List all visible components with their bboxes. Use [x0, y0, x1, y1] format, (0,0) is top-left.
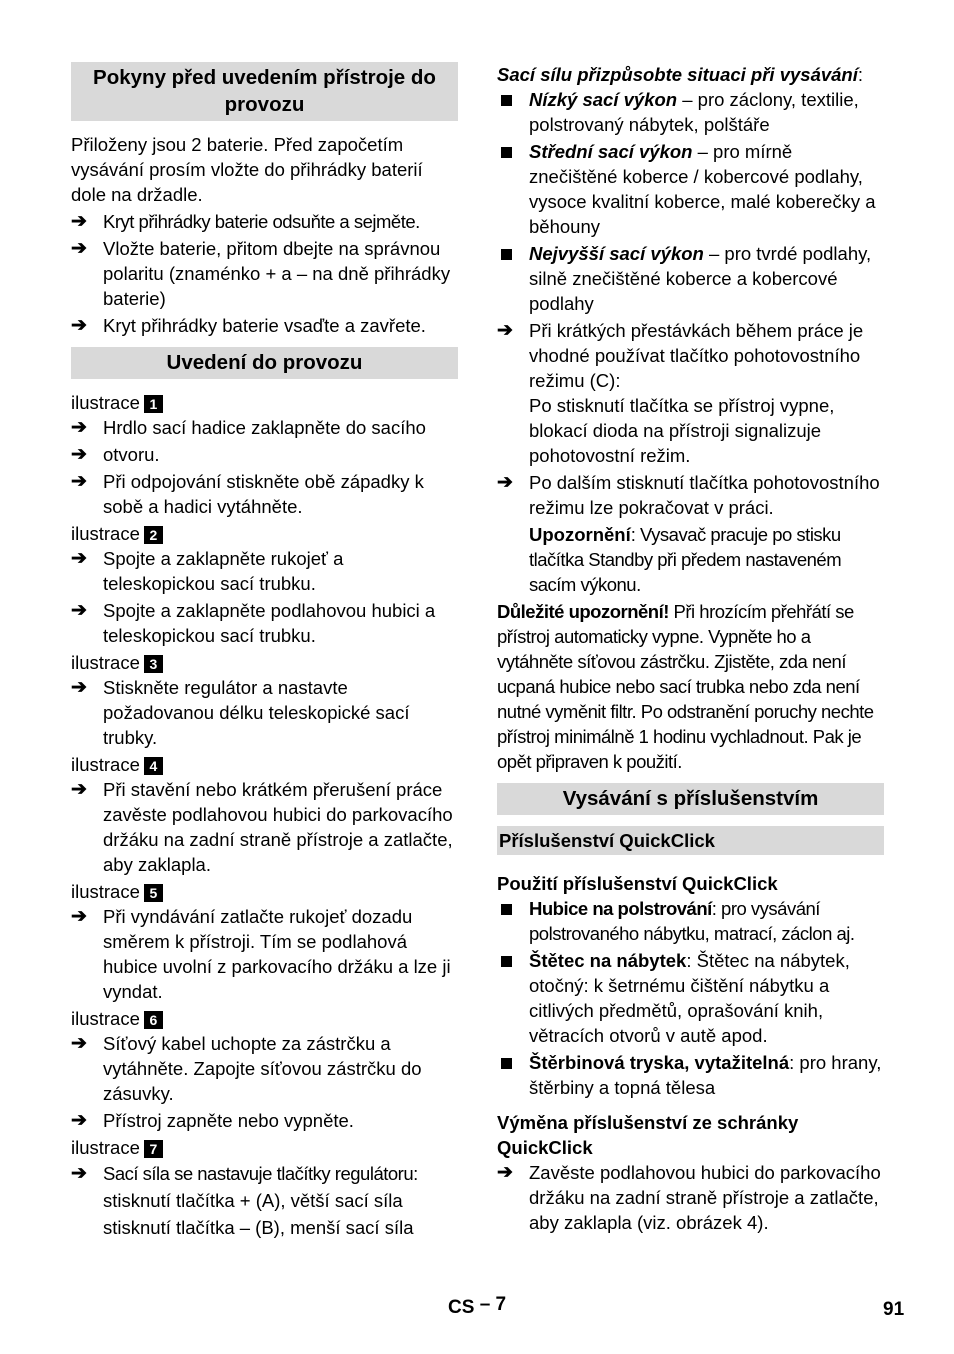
arrow-right-icon: ➔ [71, 906, 87, 927]
arrow-right-icon: ➔ [71, 471, 87, 492]
square-bullet-icon [497, 241, 523, 266]
arrow-right-icon: ➔ [71, 1033, 87, 1054]
arrow-right-icon: ➔ [497, 1162, 513, 1183]
notice-paragraph: Upozornění: Vysavač pracuje po stisku tlačítka Standby při předem nastaveném sacím výkonu. [529, 524, 842, 595]
figure-label: ilustrace 4 [71, 752, 458, 777]
list-item: Hubice na polstrování: pro vysávání polstrovaného nábytku, matrací, záclon aj. [497, 896, 884, 946]
section-heading-before-use: Pokyny před uvedením přístroje do provozu [71, 62, 458, 121]
list-item: Štěrbinová tryska, vytažitelná: pro hrany, štěrbiny a topná tělesa [497, 1050, 884, 1100]
list-item: ➔ otvoru. [71, 444, 160, 465]
list-item: Štětec na nábytek: Štětec na nábytek, otočný: k šetrnému čištění nábytku a citlivých předmětů, oprašování knih, větracích otvorů v autě apod. [497, 948, 884, 1048]
figure-label: ilustrace 6 [71, 1006, 458, 1031]
list-item: ➔ Sací síla se nastavuje tlačítky regulátoru: stisknutí tlačítka + (A), větší sací síla stisknutí tlačítka – (B), menší sací síla [71, 1160, 458, 1241]
section-heading-startup: Uvedení do provozu [71, 347, 458, 379]
suction-intro: Sací sílu přizpůsobte situaci při vysávání: [497, 64, 864, 85]
figure-number-badge: 6 [144, 1011, 163, 1029]
square-bullet-icon [497, 1050, 523, 1075]
figure-label: ilustrace 5 [71, 879, 458, 904]
arrow-right-icon: ➔ [71, 444, 87, 465]
list-item: ➔ Vložte baterie, přitom dbejte na správnou polaritu (znaménko + a – na dně přihrádky baterie) [71, 238, 451, 309]
list-item: ➔ Zavěste podlahovou hubici do parkovacího držáku na zadní straně přístroje a zatlačte, aby zaklapla (viz. obrázek 4). [497, 1162, 881, 1233]
square-bullet-icon [497, 948, 523, 973]
list-item: ➔ Při stavění nebo krátkém přerušení práce zavěste podlahovou hubici do parkovacího držáku na zadní straně přístroje a zatlačte, aby zaklapla. [71, 779, 453, 875]
list-item: Nejvyšší sací výkon – pro tvrdé podlahy, silně znečištěné koberce a kobercové podlahy [497, 241, 884, 316]
list-item: ➔ Hrdlo sací hadice zaklapněte do sacího [71, 417, 426, 438]
arrow-right-icon: ➔ [71, 677, 87, 698]
section-heading-accessories: Vysávání s příslušenstvím [497, 783, 884, 815]
arrow-right-icon: ➔ [71, 779, 87, 800]
arrow-right-icon: ➔ [497, 320, 513, 341]
list-item: ➔ Po dalším stisknutí tlačítka pohotovostního režimu lze pokračovat v práci. [497, 472, 880, 518]
figure-number-badge: 2 [144, 526, 163, 544]
right-column [497, 62, 884, 1237]
square-bullet-icon [497, 87, 523, 112]
figure-label: ilustrace 2 [71, 521, 458, 546]
list-item: Střední sací výkon – pro mírně znečištěné koberce / kobercové podlahy, vysoce kvalitní koberce, malé koberečky a běhouny [497, 139, 884, 239]
figure-label: ilustrace 3 [71, 650, 458, 675]
list-item: ➔ Spojte a zaklapněte rukojeť a teleskopickou sací trubku. [71, 548, 344, 594]
list-item: ➔ Stiskněte regulátor a nastavte požadovanou délku teleskopické sací trubky. [71, 677, 410, 748]
figure-number-badge: 3 [144, 655, 163, 673]
arrow-right-icon: ➔ [71, 417, 87, 438]
battery-intro: Přiloženy jsou 2 baterie. Před započetím vysávání prosím vložte do přihrádky baterií dole na držadle. [71, 134, 423, 205]
list-item: Nízký sací výkon – pro záclony, textilie, polstrovaný nábytek, polštáře [497, 87, 884, 137]
figure-number-badge: 5 [144, 884, 163, 902]
figure-label: ilustrace 1 [71, 390, 458, 415]
list-item: ➔ Při krátkých přestávkách během práce je vhodné používat tlačítko pohotovostního režimu (C): [497, 320, 864, 391]
arrow-right-icon: ➔ [71, 600, 87, 621]
important-notice: Důležité upozornění! Při hrozícím přehřátí se přístroj automaticky vypne. Vypněte ho a vytáhněte síťovou zástrčku. Zjistěte, zda není ucpaná hubice nebo sací trubka nebo zda není nutné vyměnit filtr. Po odstranění poruchy nechte přístroj minimálně 1 hodinu vychladnout. Pak je opět připraven k použití. [497, 601, 874, 772]
use-title: Použití příslušenství QuickClick [497, 873, 778, 894]
list-item: ➔ Spojte a zaklapněte podlahovou hubici a teleskopickou sací trubku. [71, 600, 436, 646]
list-item: ➔ Přístroj zapněte nebo vypněte. [71, 1110, 354, 1131]
swap-title: Výměna příslušenství ze schránky QuickClick [497, 1112, 799, 1158]
figure-number-badge: 1 [144, 395, 163, 413]
arrow-right-icon: ➔ [71, 1110, 87, 1131]
list-item: ➔ Při vyndávání zatlačte rukojeť dozadu směrem k přístroji. Tím se podlahová hubice uvolní z parkovacího držáku a lze ji vyndat. [71, 906, 451, 1002]
arrow-right-icon: ➔ [71, 315, 87, 336]
figure-label: ilustrace 7 [71, 1135, 458, 1160]
square-bullet-icon [497, 139, 523, 164]
arrow-right-icon: ➔ [71, 238, 87, 259]
subsection-heading-quickclick: Příslušenství QuickClick [497, 826, 884, 855]
figure-number-badge: 7 [144, 1140, 163, 1158]
list-item: ➔ Při odpojování stiskněte obě západky k sobě a hadici vytáhněte. [71, 471, 424, 517]
standby-description: Po stisknutí tlačítka se přístroj vypne, blokací dioda na přístroji signalizuje pohotovostní režim. [529, 395, 835, 466]
arrow-right-icon: ➔ [497, 472, 513, 493]
square-bullet-icon [497, 896, 523, 921]
list-item: ➔ Kryt přihrádky baterie odsuňte a sejměte. [71, 211, 420, 232]
figure-number-badge: 4 [144, 757, 163, 775]
arrow-right-icon: ➔ [71, 211, 87, 232]
arrow-right-icon: ➔ [71, 548, 87, 569]
footer-section-label: CS – 7 [448, 1294, 507, 1318]
left-column [71, 62, 458, 1243]
list-item: ➔ Kryt přihrádky baterie vsaďte a zavřete. [71, 315, 426, 336]
arrow-right-icon: ➔ [71, 1163, 87, 1184]
page-number: 91 [883, 1299, 905, 1320]
list-item: ➔ Síťový kabel uchopte za zástrčku a vytáhněte. Zapojte síťovou zástrčku do zásuvky. [71, 1033, 422, 1104]
